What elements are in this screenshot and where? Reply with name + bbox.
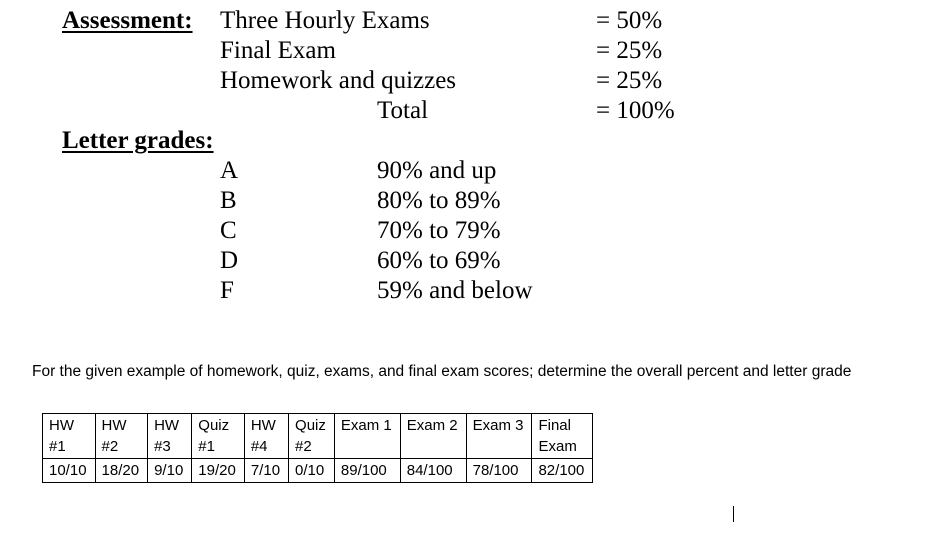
instruction-text: For the given example of homework, quiz, exams, and final exam scores; determine the overall percent and letter grade	[32, 363, 852, 380]
assessment-item-value: = 25%	[596, 67, 663, 94]
assessment-item-label: Homework and quizzes	[220, 67, 457, 94]
header-line2: #1	[49, 438, 66, 455]
header-line1: Exam 3	[472, 417, 524, 434]
header-line1: HW	[101, 417, 127, 434]
score-cell: 9/10	[148, 459, 192, 483]
grade-letter: F	[220, 277, 234, 304]
assessment-item-value: = 50%	[596, 7, 663, 34]
scores-table	[42, 413, 593, 483]
assessment-item-label: Three Hourly Exams	[220, 7, 430, 34]
grade-letter: A	[220, 157, 239, 184]
score-cell: 82/100	[532, 459, 593, 483]
assessment-total-label: Total	[377, 97, 429, 124]
assessment-item-value: = 25%	[596, 37, 663, 64]
header-line1: Exam 2	[406, 417, 458, 434]
grade-letter: D	[220, 247, 239, 274]
score-cell: 84/100	[400, 459, 466, 483]
table-header-cell	[334, 414, 400, 459]
header-line1: Final	[538, 417, 571, 434]
score-cell: 78/100	[466, 459, 532, 483]
text-cursor	[733, 506, 734, 522]
grade-range: 90% and up	[377, 157, 497, 184]
table-header-cell	[244, 414, 288, 459]
score-cell: 89/100	[334, 459, 400, 483]
assessment-heading: Assessment:	[62, 7, 193, 34]
grade-letter: C	[220, 217, 237, 244]
header-line2: #2	[101, 438, 119, 455]
header-line2: #3	[154, 438, 171, 455]
header-line2: #1	[198, 438, 215, 455]
table-row	[43, 459, 593, 483]
table-header-cell	[148, 414, 192, 459]
header-line2: #4	[250, 438, 268, 455]
assessment-item-label: Final Exam	[220, 37, 336, 64]
score-cell: 7/10	[244, 459, 288, 483]
grade-letter: B	[220, 187, 237, 214]
table-header-cell	[289, 414, 335, 459]
score-cell: 10/10	[43, 459, 96, 483]
grade-range: 70% to 79%	[377, 217, 501, 244]
letter-grades-heading: Letter grades:	[62, 127, 214, 154]
header-line1: Quiz	[198, 417, 230, 434]
table-header-cell	[43, 414, 96, 459]
header-line1: HW	[154, 417, 180, 434]
table-header-row	[43, 414, 593, 459]
table-header-cell	[466, 414, 532, 459]
table-header-cell	[532, 414, 593, 459]
table-header-cell	[95, 414, 148, 459]
header-line1: HW	[250, 417, 276, 434]
score-cell: 19/20	[192, 459, 245, 483]
score-cell: 0/10	[289, 459, 335, 483]
score-cell: 18/20	[95, 459, 148, 483]
grade-range: 60% to 69%	[377, 247, 501, 274]
header-line1: Exam 1	[340, 417, 392, 434]
table-header-cell	[192, 414, 245, 459]
grade-range: 59% and below	[377, 277, 533, 304]
header-line2: #2	[295, 438, 312, 455]
assessment-total-value: = 100%	[596, 97, 675, 124]
grade-range: 80% to 89%	[377, 187, 501, 214]
header-line2: Exam	[538, 438, 577, 455]
header-line1: Quiz	[295, 417, 326, 434]
header-line1: HW	[49, 417, 74, 434]
table-header-cell	[400, 414, 466, 459]
